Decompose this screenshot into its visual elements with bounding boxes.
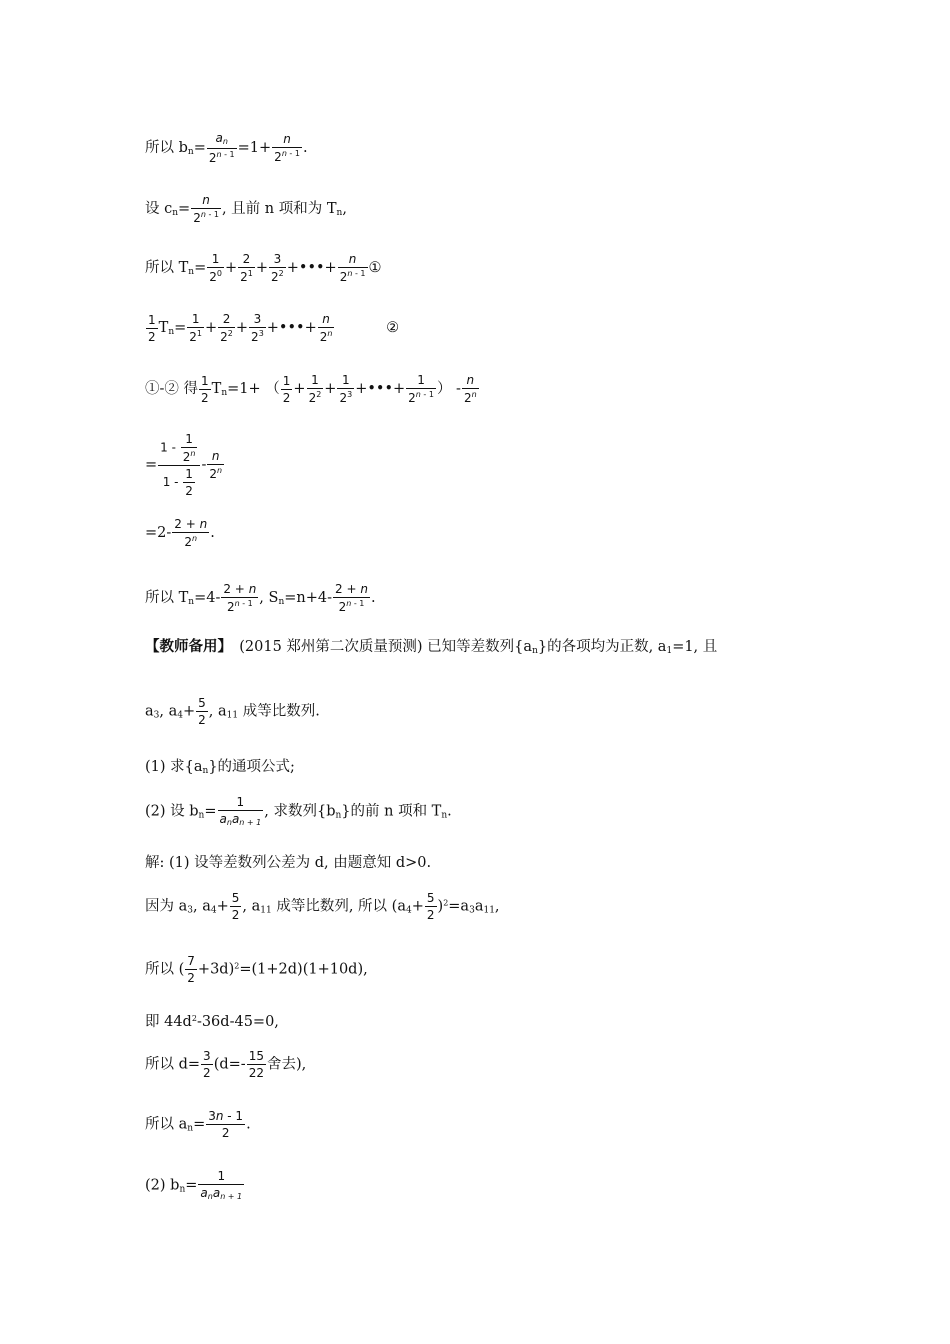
eq-simplified: =2- $\frac{2 + n}{2^n}$ . xyxy=(145,517,215,549)
solution-an: 所以 $a_n=$ $\frac{3n - 1}{2}$ . xyxy=(145,1109,251,1140)
solution-geo-condition: 因为 $a_3$, $a_4+$ $\frac{5}{2}$ , $a_{11}$ 成等比数列, 所以 ($a_4+$ $\frac{5}{2}$ )$^2=a_3a_{11}$, xyxy=(145,891,500,922)
problem-condition: $a_3$, $a_4+$ $\frac{5}{2}$ , $a_{11}$ 成等比数列. xyxy=(145,696,320,727)
question-2: (2) 设 $b_n=$ 1 $a_na_{n + 1}$ , 求数列$\{b_n\}$的前 n 项和 $T_n$. xyxy=(145,795,452,827)
eq-tn-1: 所以 $T_n=$ $\frac{1}{2^0}$ + $\frac{2}{2^1}$ + $\frac{3}{2^2}$ +•••+ $\frac{n}{2^{n - 1}}$ ① xyxy=(145,252,382,284)
solution-d: 所以 d= $\frac{3}{2}$ (d=- $\frac{15}{22}$ 舍去), xyxy=(145,1049,307,1080)
eq-tn-2: $\frac{1}{2}$ $T_n=$ $\frac{1}{2^1}$ + $\frac{2}{2^2}$ + $\frac{3}{2^3}$ +•••+ $\frac{n}{2^n}$ ② xyxy=(148,312,400,344)
solution-expand: 所以 ( $\frac{7}{2}$ +3d)$^2$=(1+2d)(1+10d), xyxy=(145,954,368,985)
eq-result: 所以 $T_n=4-$ $\frac{2 + n}{2^{n - 1}}$ , $S_n=n+4-$ $\frac{2 + n}{2^{n - 1}}$ . xyxy=(145,582,376,614)
solution-start: 解: (1) 设等差数列公差为 d, 由题意知 d>0. xyxy=(145,855,432,871)
eq-bn: 所以 $b_n=$ $\frac{a_n}{2^{n - 1}}$ =1+ $\frac{n}{2^{n - 1}}$ . xyxy=(145,131,308,165)
eq-subtract: ①-② 得 $\frac{1}{2}$ $T_n=1+$ （ $\frac{1}{2}$ + $\frac{1}{2^2}$ + $\frac{1}{2^3}$ +•••+ $\frac{1}{2^{n - 1}}$ ） - $\frac{n}{2^n}$ xyxy=(145,373,477,405)
question-1: (1) 求$\{a_n\}$的通项公式; xyxy=(145,759,295,776)
teacher-problem: 【教师备用】 (2015 郑州第二次质量预测) 已知等差数列$\{a_n\}$的各项均为正数, $a_1=1$, 且 xyxy=(145,638,718,656)
eq-cn-def: 设 $c_n=$ $\frac{n}{2^{n - 1}}$ , 且前 n 项和为 $T_n$, xyxy=(145,193,347,225)
eq-geometric-sum: = 1 - $\frac{1}{2^n}$ 1 - $\frac{1}{2}$ - $\frac{n}{2^n}$ xyxy=(145,432,223,498)
solution-bn: (2) $b_n=$ 1 $a_na_{n + 1}$ xyxy=(145,1169,243,1201)
solution-quadratic: 即 $44d^2-36d-45=0$, xyxy=(145,1014,279,1030)
